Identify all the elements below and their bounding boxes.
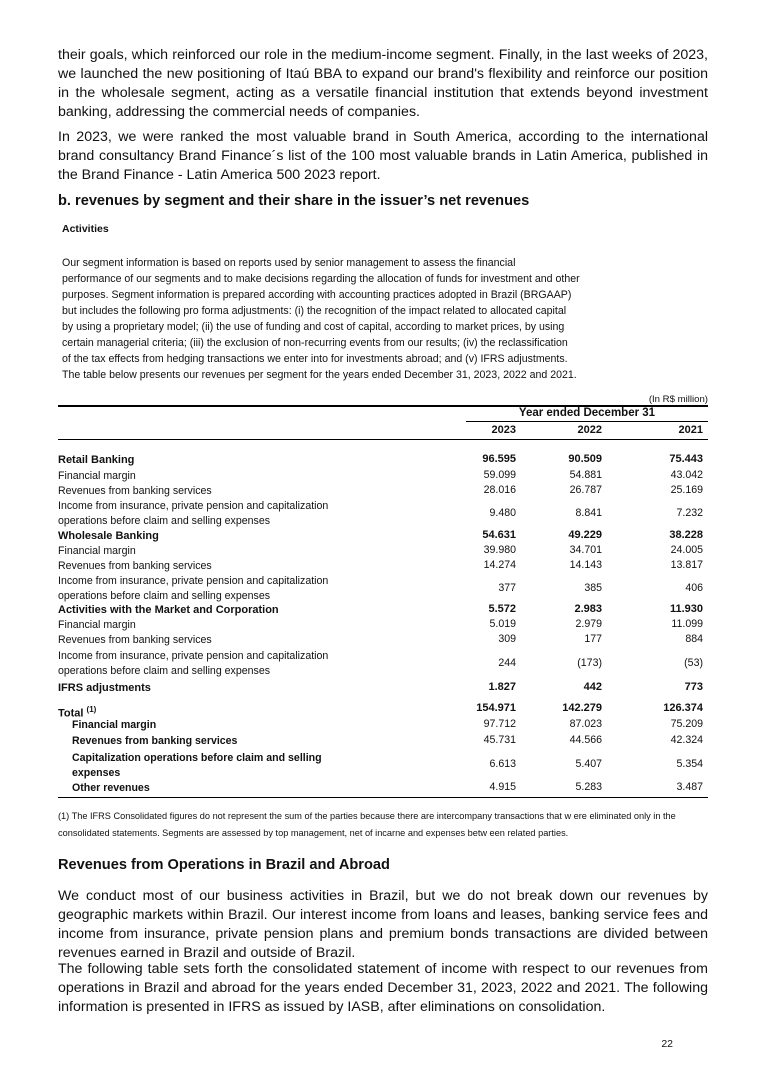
value-2023: 39.980 bbox=[483, 544, 516, 556]
row-label: Revenues from banking services bbox=[58, 485, 212, 497]
value-2023: 377 bbox=[498, 582, 516, 594]
table-bottom-rule bbox=[58, 797, 708, 798]
value-2022: 54.881 bbox=[569, 469, 602, 481]
value-2023: 6.613 bbox=[489, 758, 516, 770]
page-number: 22 bbox=[661, 1038, 673, 1050]
segment-info-line: Our segment information is based on reports used by senior management to assess the financial bbox=[62, 257, 516, 269]
value-2023: 4.915 bbox=[489, 781, 516, 793]
total-footnote-marker: (1) bbox=[86, 705, 97, 714]
value-2021: 11.099 bbox=[671, 618, 703, 630]
value-2022: 8.841 bbox=[575, 507, 602, 519]
operations-section-title: Revenues from Operations in Brazil and Abroad bbox=[58, 857, 390, 873]
intro-paragraph-1: their goals, which reinforced our role in the medium-income segment. Finally, in the last weeks of 2023, we launched the new positioning of Itaú BBA to expand our brand's flexibility and reinforce our position in the wholesale segment, acting as a versatile financial institution that extends beyond investment banking, addressing the commercial needs of companies. bbox=[58, 47, 708, 120]
value-2023: 244 bbox=[498, 657, 516, 669]
value-2021: 38.228 bbox=[669, 529, 703, 541]
value-2023: 45.731 bbox=[483, 734, 516, 746]
header-bottom-rule bbox=[58, 439, 708, 440]
value-2021: 406 bbox=[685, 582, 703, 594]
row-label: Revenues from banking services bbox=[72, 735, 238, 747]
value-2022: 49.229 bbox=[568, 529, 602, 541]
value-2023: 309 bbox=[498, 633, 516, 645]
value-2023: 97.712 bbox=[483, 718, 516, 730]
value-2022: 90.509 bbox=[568, 453, 602, 465]
row-label: Financial margin bbox=[58, 619, 136, 631]
row-label: Wholesale Banking bbox=[58, 530, 159, 542]
column-header-2021: 2021 bbox=[678, 424, 703, 436]
segment-info-line: performance of our segments and to make decisions regarding the allocation of funds for investment and other bbox=[62, 273, 580, 285]
value-2021: 884 bbox=[685, 633, 703, 645]
row-label: Other revenues bbox=[72, 782, 150, 794]
segment-info-line: of the tax effects from hedging transactions we enter into for investments abroad; and (v) IFRS adjustments. bbox=[62, 353, 568, 365]
segment-info-paragraph bbox=[62, 255, 622, 383]
value-2022: 44.566 bbox=[569, 734, 602, 746]
row-label: Retail Banking bbox=[58, 454, 135, 466]
value-2023: 28.016 bbox=[483, 484, 516, 496]
value-2021: 126.374 bbox=[663, 702, 703, 714]
value-2023: 1.827 bbox=[488, 681, 516, 693]
value-2021: 24.005 bbox=[670, 544, 703, 556]
row-label: IFRS adjustments bbox=[58, 682, 151, 694]
total-label: Total bbox=[58, 707, 84, 720]
column-header-2023: 2023 bbox=[491, 424, 516, 436]
value-2022: 177 bbox=[584, 633, 602, 645]
value-2022: 442 bbox=[583, 681, 602, 693]
value-2023: 14.274 bbox=[483, 559, 516, 571]
value-2022: 14.143 bbox=[569, 559, 602, 571]
section-b-title: b. revenues by segment and their share in the issuer’s net revenues bbox=[58, 193, 530, 209]
value-2023: 54.631 bbox=[482, 529, 516, 541]
row-label: Income from insurance, private pension and capitalization operations before claim and selling expenses bbox=[58, 650, 329, 677]
row-label: Financial margin bbox=[58, 545, 136, 557]
row-label: Activities with the Market and Corporation bbox=[58, 604, 279, 616]
value-2021: 11.930 bbox=[669, 603, 703, 615]
value-2021: 773 bbox=[684, 681, 703, 693]
value-2022: 34.701 bbox=[569, 544, 602, 556]
operations-paragraph-1: We conduct most of our business activities in Brazil, but we do not break down our revenues by geographic markets within Brazil. Our interest income from loans and leases, banking service fees and income from insurance, private pension plans and premium bonds transactions are divided between revenues earned in Brazil and outside of Brazil. bbox=[58, 888, 708, 961]
value-2023: 154.971 bbox=[476, 702, 516, 714]
value-2023: 59.099 bbox=[483, 469, 516, 481]
value-2022: 2.979 bbox=[575, 618, 602, 630]
value-2022: 5.407 bbox=[575, 758, 602, 770]
value-2021: 13.817 bbox=[670, 559, 703, 571]
operations-paragraph-2: The following table sets forth the consolidated statement of income with respect to our revenues from operations in Brazil and abroad for the years ended December 31, 2023, 2022 and 2021. The following information is presented in IFRS as issued by IASB, after eliminations on consolidation. bbox=[58, 961, 708, 1015]
value-2021: 3.487 bbox=[676, 781, 703, 793]
table-footnote: (1) The IFRS Consolidated figures do not represent the sum of the parties because there are intercompany transactions that w ere eliminated only in the consolidated statements. Segments are assessed by top management, net of incarne and expenses betw een related parties. bbox=[58, 811, 676, 838]
row-label: Financial margin bbox=[72, 719, 157, 731]
value-2022: 87.023 bbox=[569, 718, 602, 730]
value-2023: 9.480 bbox=[489, 507, 516, 519]
value-2022: 2.983 bbox=[574, 603, 602, 615]
value-2021: (53) bbox=[684, 657, 703, 669]
row-label: Income from insurance, private pension and capitalization operations before claim and selling expenses bbox=[58, 575, 329, 602]
value-2021: 43.042 bbox=[670, 469, 703, 481]
value-2022: 142.279 bbox=[562, 702, 602, 714]
segment-info-line: The table below presents our revenues per segment for the years ended December 31, 2023, 2022 and 2021. bbox=[62, 369, 577, 381]
column-header-2022: 2022 bbox=[577, 424, 602, 436]
value-2023: 5.019 bbox=[489, 618, 516, 630]
year-header-rule bbox=[466, 421, 708, 422]
table-unit-note: (In R$ million) bbox=[648, 394, 708, 405]
value-2022: 385 bbox=[584, 582, 602, 594]
value-2022: (173) bbox=[577, 657, 602, 669]
row-label: Capitalization operations before claim and selling expenses bbox=[72, 752, 322, 779]
value-2021: 42.324 bbox=[670, 734, 703, 746]
value-2023: 5.572 bbox=[488, 603, 516, 615]
value-2021: 75.209 bbox=[670, 718, 703, 730]
row-label: Revenues from banking services bbox=[58, 560, 212, 572]
value-2022: 5.283 bbox=[575, 781, 602, 793]
segment-info-line: by using a proprietary model; (ii) the use of funding and cost of capital, according to market prices, by using bbox=[62, 321, 565, 333]
value-2023: 96.595 bbox=[482, 453, 516, 465]
value-2021: 5.354 bbox=[676, 758, 703, 770]
value-2022: 26.787 bbox=[569, 484, 602, 496]
value-2021: 7.232 bbox=[676, 507, 703, 519]
segment-info-line: purposes. Segment information is prepared according with accounting practices adopted in Brazil (BRGAAP) bbox=[62, 289, 572, 301]
value-2021: 75.443 bbox=[669, 453, 703, 465]
segment-info-line: certain managerial criteria; (iii) the exclusion of non-recurring events from our results; (iv) the reclassification bbox=[62, 337, 568, 349]
value-2021: 25.169 bbox=[670, 484, 703, 496]
row-label: Revenues from banking services bbox=[58, 634, 212, 646]
activities-subtitle: Activities bbox=[62, 223, 109, 235]
year-header: Year ended December 31 bbox=[518, 407, 656, 419]
segment-info-line: but includes the following pro forma adjustments: (i) the recognition of the impact related to allocated capital bbox=[62, 305, 567, 317]
intro-paragraph-2: In 2023, we were ranked the most valuable brand in South America, according to the international brand consultancy Brand Finance´s list of the 100 most valuable brands in Latin America, published in the Brand Finance - Latin America 500 2023 report. bbox=[58, 129, 708, 183]
row-label: Income from insurance, private pension and capitalization operations before claim and selling expenses bbox=[58, 500, 329, 527]
row-label: Financial margin bbox=[58, 470, 136, 482]
